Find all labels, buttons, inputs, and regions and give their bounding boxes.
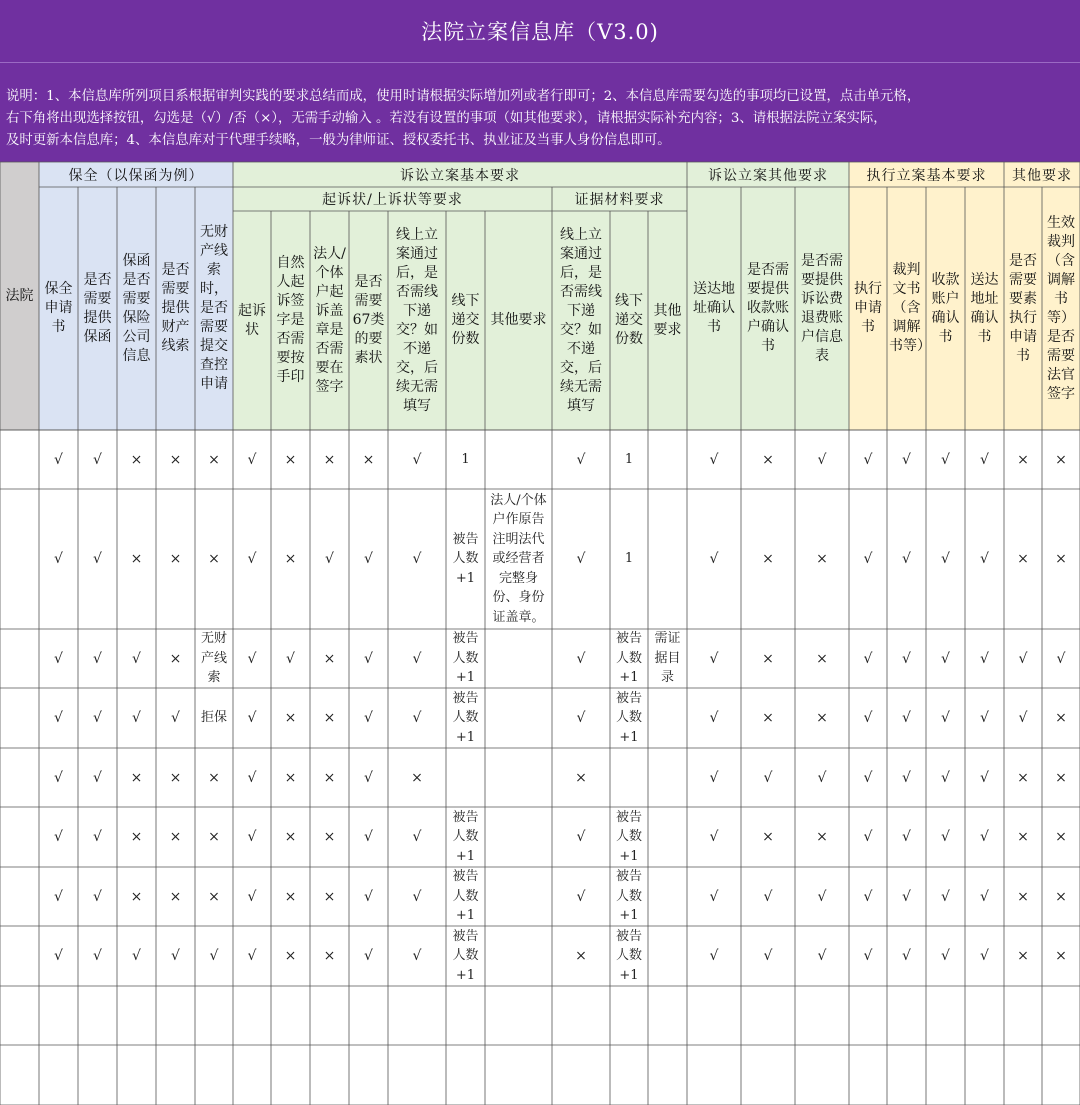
table-cell: √: [902, 650, 911, 667]
table-cell: √: [54, 829, 63, 845]
table-cell: √: [863, 451, 873, 468]
column-header: 裁判文书（含调解书等）: [889, 262, 931, 354]
table-cell: √: [364, 650, 373, 667]
table-cell: ×: [284, 888, 297, 905]
table-cell: ×: [323, 948, 336, 964]
table-cell: √: [941, 551, 950, 567]
table-cell: ×: [130, 451, 143, 468]
table-cell: √: [980, 710, 989, 726]
table-cell: [233, 986, 271, 1045]
table-cell: [741, 1045, 795, 1105]
table-cell: ×: [208, 888, 220, 905]
column-header: 是否需要提供诉讼费退费账户信息表: [801, 252, 843, 364]
column-header: 保函是否需要保险公司信息: [122, 252, 151, 364]
table-cell: √: [709, 888, 719, 905]
table-cell: √: [54, 551, 63, 567]
table-cell: ×: [130, 888, 143, 905]
note-line: 及时更新本信息库；4、本信息库对于代理手续略，一般为律师证、授权委托书、执业证及当事人身份信息即可。: [6, 133, 671, 148]
table-cell: ×: [1017, 551, 1029, 567]
table-cell: √: [1018, 650, 1028, 667]
table-cell: √: [709, 769, 719, 786]
table-cell: √: [902, 769, 911, 786]
table-cell: √: [902, 710, 911, 726]
table-cell: √: [902, 888, 911, 905]
table-cell: 无财产线索: [200, 631, 227, 686]
table-cell: √: [863, 888, 873, 905]
table-cell: ×: [762, 829, 774, 845]
table-cell: √: [709, 650, 719, 667]
table-cell: ×: [208, 769, 220, 786]
table-cell: [195, 1045, 233, 1105]
table-cell: [926, 1045, 965, 1105]
table-cell: 1: [624, 551, 634, 567]
table-cell: [648, 926, 687, 986]
table-cell: 被告人数+1: [452, 631, 479, 686]
table-cell: [271, 986, 310, 1045]
table-cell: [39, 1045, 78, 1105]
table-cell: √: [247, 551, 257, 567]
table-cell: ×: [1055, 769, 1067, 786]
table-cell: ×: [284, 710, 297, 726]
table-cell: √: [54, 710, 63, 726]
table-cell: √: [902, 451, 911, 468]
table-cell: ×: [284, 829, 297, 845]
table-cell: √: [902, 829, 911, 845]
table-cell: √: [93, 650, 102, 667]
table-cell: [485, 926, 552, 986]
table-cell: ×: [816, 829, 828, 845]
table-cell: [349, 986, 388, 1045]
table-cell: ×: [284, 948, 297, 964]
column-header: 其他要求: [490, 312, 547, 328]
page-title: 法院立案信息库（V3.0): [0, 0, 1080, 62]
column-header: 法人/个体户起诉盖章是否需要在签字: [313, 245, 346, 395]
table-cell: 被告人数+1: [615, 869, 642, 924]
table-cell: ×: [762, 551, 774, 567]
table-cell: [1042, 1045, 1080, 1105]
column-header: 是否需要提供财产线索: [161, 262, 190, 354]
column-header: 线下递交份数: [615, 293, 643, 347]
table-cell: ×: [762, 650, 774, 667]
table-cell: [271, 1045, 310, 1105]
table-cell: [687, 986, 741, 1045]
court-name-cell: [0, 1045, 39, 1105]
table-cell: √: [863, 650, 873, 667]
court-name-cell: [0, 688, 39, 748]
table-cell: √: [93, 888, 102, 905]
table-cell: ×: [762, 451, 774, 468]
table-cell: √: [863, 829, 873, 845]
table-cell: √: [412, 710, 422, 726]
table-cell: 被告人数+1: [452, 809, 479, 864]
table-cell: √: [980, 650, 989, 667]
table-cell: √: [863, 769, 873, 786]
table-cell: ×: [575, 948, 587, 964]
table-cell: [117, 1045, 156, 1105]
table-cell: 被告人数+1: [615, 631, 642, 686]
table-cell: √: [247, 769, 257, 786]
table-cell: [965, 986, 1004, 1045]
table-cell: ×: [816, 710, 828, 726]
column-header: 送达地址确认书: [970, 271, 999, 345]
table-cell: ×: [130, 551, 143, 567]
table-cell: √: [364, 710, 373, 726]
table-cell: [648, 688, 687, 748]
table-cell: √: [132, 650, 141, 667]
column-header: 是否需要提供收款账户确认书: [747, 262, 789, 354]
table-cell: [39, 986, 78, 1045]
column-header: 线上立案通过后，是否需线下递交？如不递交，后续无需填写: [396, 226, 438, 414]
table-cell: √: [576, 650, 586, 667]
column-header: 其他要求: [653, 302, 682, 338]
table-cell: √: [817, 888, 827, 905]
column-header: 是否需要要素执行申请书: [1009, 252, 1037, 364]
table-cell: √: [171, 948, 180, 964]
table-cell: √: [902, 551, 911, 567]
table-cell: √: [412, 948, 422, 964]
table-cell: √: [412, 888, 422, 905]
table-cell: [446, 1045, 485, 1105]
table-cell: √: [412, 829, 422, 845]
table-cell: ×: [1055, 451, 1067, 468]
table-cell: [610, 986, 648, 1045]
column-header: 生效裁判（含调解书等）是否需要法官签字: [1047, 214, 1075, 402]
table-cell: ×: [1017, 888, 1029, 905]
table-cell: √: [93, 451, 102, 468]
table-cell: [485, 1045, 552, 1105]
table-cell: √: [54, 769, 63, 786]
table-cell: [648, 430, 687, 489]
table-cell: ×: [208, 829, 220, 845]
table-cell: ×: [1055, 888, 1067, 905]
table-cell: √: [364, 551, 373, 567]
table-cell: ×: [323, 829, 336, 845]
table-cell: √: [412, 650, 422, 667]
table-cell: [849, 1045, 887, 1105]
court-name-cell: [0, 430, 39, 489]
table-cell: ×: [1055, 710, 1067, 726]
table-cell: ×: [762, 710, 774, 726]
court-column-header: 法院: [5, 287, 34, 304]
table-cell: √: [247, 948, 257, 964]
table-cell: ×: [208, 551, 220, 567]
court-name-cell: [0, 807, 39, 867]
table-cell: √: [863, 551, 873, 567]
table-cell: √: [412, 551, 422, 567]
table-cell: [1004, 1045, 1042, 1105]
column-header: 线下递交份数: [451, 293, 480, 347]
table-cell: [446, 748, 485, 807]
table-cell: √: [863, 710, 873, 726]
table-cell: ×: [1055, 551, 1067, 567]
table-cell: 拒保: [200, 710, 227, 726]
table-cell: ×: [169, 769, 182, 786]
table-cell: [485, 688, 552, 748]
table-cell: √: [863, 948, 873, 964]
table-cell: [78, 986, 117, 1045]
column-header: 是否需要67类的要素状: [352, 274, 385, 366]
table-cell: [648, 1045, 687, 1105]
table-cell: √: [209, 948, 219, 964]
court-name-cell: [0, 489, 39, 629]
table-cell: √: [941, 829, 950, 845]
table-cell: [1004, 986, 1042, 1045]
table-cell: √: [93, 710, 102, 726]
table-cell: √: [941, 710, 950, 726]
subgroup-header: 起诉状/上诉状等要求: [322, 192, 463, 208]
table-cell: [156, 986, 195, 1045]
table-cell: √: [412, 451, 422, 468]
table-cell: ×: [284, 451, 297, 468]
table-cell: ×: [1017, 451, 1029, 468]
instructions-note: [0, 62, 1080, 162]
table-cell: ×: [130, 829, 143, 845]
table-cell: √: [709, 829, 719, 845]
table-cell: [156, 1045, 195, 1105]
table-cell: ×: [323, 710, 336, 726]
table-cell: √: [576, 710, 586, 726]
column-header: 线上立案通过后，是否需线下递交？如不递交，后续无需填写: [560, 226, 602, 414]
table-cell: √: [980, 829, 989, 845]
table-cell: ×: [1017, 769, 1029, 786]
column-header: 保全申请书: [44, 281, 73, 335]
column-header: 送达地址确认书: [693, 281, 735, 335]
table-cell: ×: [169, 650, 182, 667]
table-cell: ×: [169, 551, 182, 567]
table-cell: √: [576, 829, 586, 845]
table-cell: √: [132, 948, 141, 964]
note-line: 右下角将出现选择按钮，勾选是（√）/否（×），无需手动输入 。若没有设置的事项（如其他要求），请根据实际补充内容；3、请根据法院立案实际，: [6, 111, 887, 126]
table-cell: [926, 986, 965, 1045]
table-cell: √: [980, 888, 989, 905]
table-cell: √: [93, 551, 102, 567]
table-cell: [485, 867, 552, 926]
court-name-cell: [0, 748, 39, 807]
table-cell: √: [364, 888, 373, 905]
table-cell: ×: [284, 551, 297, 567]
table-cell: √: [709, 551, 719, 567]
table-cell: √: [364, 769, 373, 786]
table-cell: 被告人数+1: [452, 690, 479, 745]
table-cell: √: [247, 710, 257, 726]
table-cell: [1042, 986, 1080, 1045]
table-cell: √: [941, 769, 950, 786]
table-cell: √: [247, 650, 257, 667]
table-cell: √: [54, 888, 63, 905]
table-cell: ×: [1055, 948, 1067, 964]
table-cell: √: [325, 551, 334, 567]
table-cell: √: [247, 829, 257, 845]
table-cell: 1: [461, 451, 470, 467]
table-cell: [965, 1045, 1004, 1105]
table-cell: ×: [1017, 829, 1029, 845]
table-cell: 被告人数+1: [615, 690, 642, 745]
table-cell: √: [709, 451, 719, 468]
table-cell: √: [132, 710, 141, 726]
table-cell: [485, 807, 552, 867]
table-cell: 法人/个体户作原告注明法代或经营者完整身份、身份证盖章。: [490, 492, 547, 625]
table-cell: [648, 867, 687, 926]
table-cell: √: [980, 769, 989, 786]
column-header: 执行申请书: [854, 281, 882, 335]
table-cell: [648, 489, 687, 629]
table-cell: √: [941, 948, 950, 964]
table-cell: √: [980, 451, 989, 468]
info-table: [0, 162, 1080, 1105]
table-cell: ×: [208, 451, 220, 468]
table-cell: √: [763, 948, 773, 964]
table-cell: [388, 1045, 446, 1105]
table-cell: ×: [284, 769, 297, 786]
table-cell: √: [709, 710, 719, 726]
table-cell: √: [980, 948, 989, 964]
table-cell: [610, 1045, 648, 1105]
table-cell: √: [817, 451, 827, 468]
table-cell: √: [941, 451, 950, 468]
table-cell: √: [93, 829, 102, 845]
table-cell: [795, 1045, 849, 1105]
table-cell: ×: [323, 769, 336, 786]
table-cell: √: [93, 948, 102, 964]
table-cell: [388, 986, 446, 1045]
table-cell: [795, 986, 849, 1045]
table-cell: [552, 1045, 610, 1105]
table-cell: √: [247, 888, 257, 905]
table-cell: [485, 629, 552, 688]
column-header: 是否需要提供保函: [83, 271, 112, 345]
table-cell: √: [576, 551, 586, 567]
table-cell: ×: [323, 888, 336, 905]
table-cell: [887, 1045, 926, 1105]
table-cell: [849, 986, 887, 1045]
table-cell: ×: [411, 769, 423, 786]
table-cell: ×: [362, 451, 375, 468]
note-line: 说明：1、本信息库所列项目系根据审判实践的要求总结而成，使用时请根据实际增加列或者行即可；2、本信息库需要勾选的事项均已设置，点击单元格，: [6, 89, 921, 104]
table-cell: 1: [624, 451, 634, 467]
table-cell: ×: [130, 769, 143, 786]
group-header: 执行立案基本要求: [866, 167, 987, 184]
table-cell: 被告人数+1: [452, 928, 479, 983]
table-cell: √: [709, 948, 719, 964]
court-name-cell: [0, 867, 39, 926]
table-cell: √: [171, 710, 180, 726]
table-cell: [78, 1045, 117, 1105]
group-header: 诉讼立案基本要求: [400, 167, 520, 184]
table-cell: √: [902, 948, 911, 964]
table-cell: [648, 807, 687, 867]
table-cell: √: [576, 451, 586, 468]
table-cell: [485, 748, 552, 807]
table-cell: ×: [1017, 948, 1029, 964]
column-header: 无财产线索时，是否需要提交查控申请: [200, 224, 228, 392]
table-cell: √: [93, 769, 102, 786]
table-cell: 需证据目录: [654, 631, 681, 686]
table-cell: 被告人数+1: [452, 531, 479, 586]
table-cell: √: [763, 769, 773, 786]
table-cell: ×: [169, 829, 182, 845]
table-cell: √: [1056, 650, 1066, 667]
table-cell: [552, 986, 610, 1045]
table-cell: 被告人数+1: [615, 928, 642, 983]
table-cell: √: [286, 650, 295, 667]
table-cell: √: [817, 948, 827, 964]
table-cell: ×: [816, 551, 828, 567]
court-name-cell: [0, 629, 39, 688]
table-cell: √: [576, 888, 586, 905]
table-cell: ×: [169, 888, 182, 905]
table-cell: [310, 986, 349, 1045]
table-cell: [446, 986, 485, 1045]
table-cell: [741, 986, 795, 1045]
table-cell: √: [817, 769, 827, 786]
table-cell: 被告人数+1: [452, 869, 479, 924]
table-cell: [485, 430, 552, 489]
table-cell: [687, 1045, 741, 1105]
table-cell: ×: [323, 650, 336, 667]
table-cell: [349, 1045, 388, 1105]
column-header: 起诉状: [238, 302, 266, 338]
table-cell: √: [247, 451, 257, 468]
table-cell: ×: [323, 451, 336, 468]
group-header: 保全（以保函为例）: [68, 167, 204, 184]
table-cell: √: [54, 948, 63, 964]
table-cell: ×: [1055, 829, 1067, 845]
table-cell: √: [980, 551, 989, 567]
table-cell: [887, 986, 926, 1045]
table-cell: √: [54, 451, 63, 468]
table-cell: √: [364, 829, 373, 845]
table-cell: 被告人数+1: [615, 809, 642, 864]
subgroup-header: 证据材料要求: [574, 192, 665, 208]
table-cell: ×: [575, 769, 587, 786]
column-header: 收款账户确认书: [931, 271, 960, 345]
column-header: 自然人起诉签字是否需要按手印: [276, 255, 305, 385]
table-cell: ×: [816, 650, 828, 667]
table-cell: √: [364, 948, 373, 964]
group-header: 诉讼立案其他要求: [708, 167, 828, 184]
table-cell: [310, 1045, 349, 1105]
table-cell: √: [763, 888, 773, 905]
table-cell: [195, 986, 233, 1045]
table-cell: √: [941, 650, 950, 667]
table-cell: √: [941, 888, 950, 905]
table-cell: [610, 748, 648, 807]
table-cell: [485, 986, 552, 1045]
table-cell: √: [1018, 710, 1028, 726]
table-cell: [233, 1045, 271, 1105]
court-name-cell: [0, 986, 39, 1045]
table-cell: √: [54, 650, 63, 667]
court-name-cell: [0, 926, 39, 986]
table-cell: [648, 986, 687, 1045]
table-cell: [117, 986, 156, 1045]
table-cell: [648, 748, 687, 807]
table-cell: ×: [169, 451, 182, 468]
group-header: 其他要求: [1012, 167, 1072, 184]
